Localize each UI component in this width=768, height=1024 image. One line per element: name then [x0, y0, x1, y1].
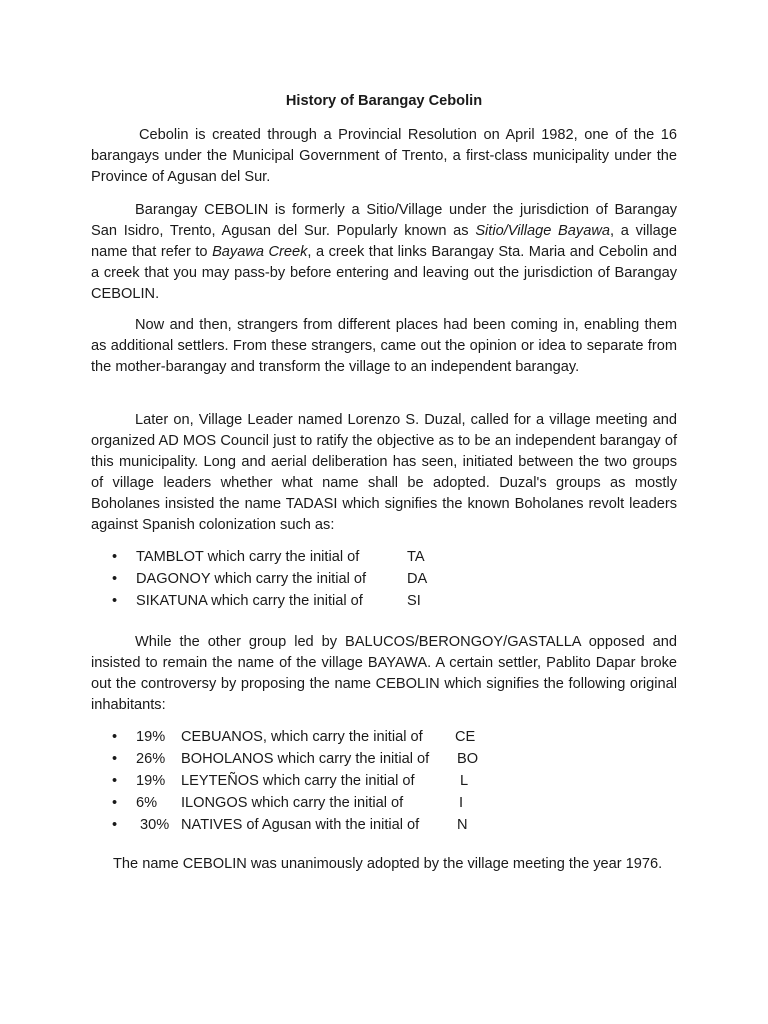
bullet: • — [112, 571, 118, 587]
paragraph-6-text: The name CEBOLIN was unanimously adopted by the village meeting the year 1976. — [113, 856, 663, 872]
list-item-initial: DA — [407, 571, 428, 587]
paragraph-2-text-a: Barangay CEBOLIN is formerly a Sitio/Village under the jurisdiction of Barangay San Isidro, Trento, Agusan del Sur. Popularly known as — [91, 202, 677, 239]
tadasi-list — [91, 547, 691, 613]
list-item-initial: L — [460, 773, 469, 789]
list-item-text: CEBUANOS, which carry the initial of — [181, 729, 423, 745]
list-item-percent: 30% — [140, 817, 170, 833]
list-item — [91, 771, 691, 793]
list-item-text: TAMBLOT which carry the initial of — [136, 549, 360, 565]
bullet: • — [112, 817, 118, 833]
list-item-text: LEYTEÑOS which carry the initial of — [181, 773, 415, 789]
list-item — [91, 815, 691, 837]
list-item-initial: TA — [407, 549, 425, 565]
bullet: • — [112, 593, 118, 609]
list-item-percent: 19% — [136, 773, 166, 789]
list-item — [91, 749, 691, 771]
paragraph-2-text-e: , a creek that links Barangay Sta. Maria and Cebolin and a creek that you may pass-by before entering and leaving out the jurisdiction of Barangay CEBOLIN. — [91, 244, 677, 302]
bullet: • — [112, 549, 118, 565]
document-title: History of Barangay Cebolin — [285, 93, 483, 109]
paragraph-3-text: Now and then, strangers from different places had been coming in, enabling them as additional settlers. From these strangers, came out the opinion or idea to separate from the mother-barangay and transform the village to an independent barangay. — [91, 317, 677, 375]
paragraph-4 — [91, 410, 677, 536]
bullet: • — [112, 795, 118, 811]
paragraph-1-text: Cebolin is created through a Provincial Resolution on April 1982, one of the 16 barangays under the Municipal Government of Trento, a first-class municipality under the Province of Agusan del Sur. — [91, 127, 677, 185]
bullet: • — [112, 773, 118, 789]
paragraph-2-text-c: , a village name that refer to — [91, 223, 677, 260]
list-item-text: DAGONOY which carry the initial of — [136, 571, 367, 587]
list-item-initial: I — [459, 795, 464, 811]
list-item-percent: 6% — [136, 795, 158, 811]
list-item — [91, 591, 691, 613]
list-item-percent: 19% — [136, 729, 166, 745]
paragraph-1 — [91, 125, 677, 188]
paragraph-2-italic-creek: Bayawa Creek — [212, 244, 308, 260]
list-item-text: SIKATUNA which carry the initial of — [136, 593, 363, 609]
paragraph-4-text: Later on, Village Leader named Lorenzo S. Duzal, called for a village meeting and organized AD MOS Council just to ratify the objective as to be an independent barangay of this municipality. Long and aerial deliberation has seen, initiated between the two groups of village leaders whether what name shall be adopted. Duzal's groups as mostly Boholanes insisted the name TADASI which signifies the known Boholanes revolt leaders against Spanish colonization such as: — [91, 412, 677, 533]
list-item-percent: 26% — [136, 751, 166, 767]
list-item — [91, 569, 691, 591]
paragraph-6 — [91, 854, 677, 875]
list-item — [91, 793, 691, 815]
list-item — [91, 547, 691, 569]
bullet: • — [112, 729, 118, 745]
list-item-initial: SI — [407, 593, 421, 609]
paragraph-3 — [91, 315, 677, 378]
list-item-initial: BO — [457, 751, 479, 767]
list-item-text: NATIVES of Agusan with the initial of — [181, 817, 420, 833]
list-item-initial: N — [457, 817, 468, 833]
paragraph-5 — [91, 632, 677, 716]
bullet: • — [112, 751, 118, 767]
list-item-text: ILONGOS which carry the initial of — [181, 795, 404, 811]
list-item-initial: CE — [455, 729, 476, 745]
list-item — [91, 727, 691, 749]
cebolin-list — [91, 727, 691, 837]
paragraph-2 — [91, 200, 677, 305]
list-item-text: BOHOLANOS which carry the initial of — [181, 751, 430, 767]
paragraph-5-text: While the other group led by BALUCOS/BERONGOY/GASTALLA opposed and insisted to remain the name of the village BAYAWA. A certain settler, Pablito Dapar broke out the controversy by proposing the name CEBOLIN which signifies the following original inhabitants: — [91, 634, 677, 713]
paragraph-2-italic-sitio: Sitio/Village Bayawa — [475, 223, 610, 239]
